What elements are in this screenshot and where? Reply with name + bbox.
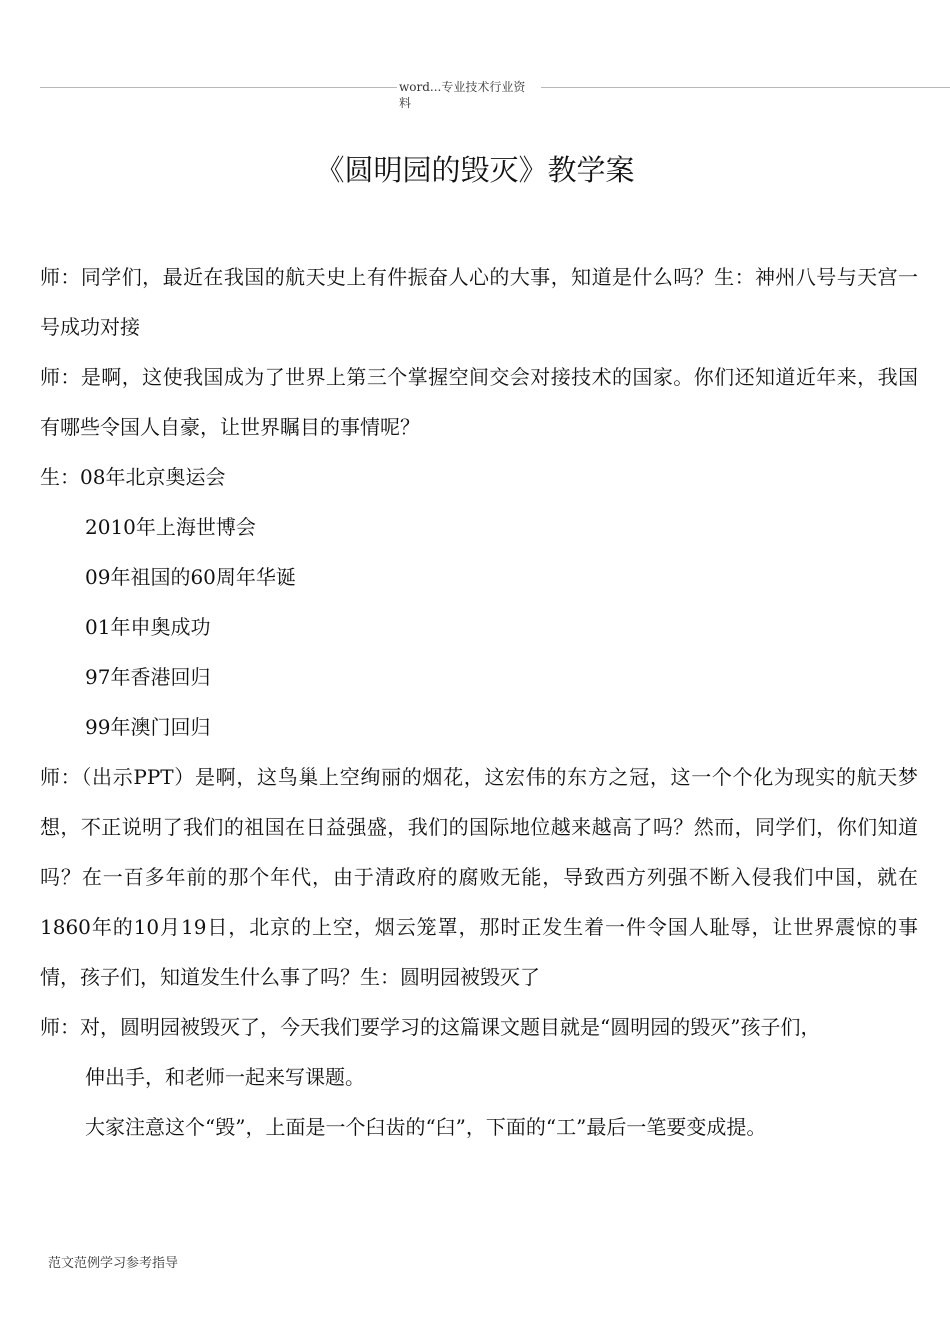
document-body bbox=[40, 252, 918, 1152]
body-paragraph: 2010年上海世博会 bbox=[85, 515, 256, 539]
body-paragraph: 师：对，圆明园被毁灭了，今天我们要学习的这篇课文题目就是“圆明园的毁灭”孩子们， bbox=[40, 1015, 821, 1039]
body-paragraph: 09年祖国的60周年华诞 bbox=[85, 565, 296, 589]
running-header-line-2: 料 bbox=[399, 96, 412, 110]
body-paragraph: 伸出手，和老师一起来写课题。 bbox=[85, 1065, 365, 1089]
body-paragraph: 99年澳门回归 bbox=[85, 715, 211, 739]
running-header bbox=[397, 79, 541, 111]
body-paragraph: 01年申奥成功 bbox=[85, 615, 211, 639]
body-paragraph: 97年香港回归 bbox=[85, 665, 211, 689]
body-paragraph: 大家注意这个“毁”，上面是一个臼齿的“臼”，下面的“工”最后一笔要变成提。 bbox=[85, 1115, 767, 1139]
body-paragraph: 师：同学们，最近在我国的航天史上有件振奋人心的大事，知道是什么吗？生：神州八号与天宫一号成功对接 bbox=[40, 265, 918, 339]
running-footer: 范文范例学习参考指导 bbox=[48, 1256, 179, 1271]
body-paragraph: 生：08年北京奥运会 bbox=[40, 465, 226, 489]
body-paragraph: 师：是啊，这使我国成为了世界上第三个掌握空间交会对接技术的国家。你们还知道近年来，我国有哪些令国人自豪，让世界瞩目的事情呢？ bbox=[40, 365, 918, 439]
running-header-line-1: word...专业技术行业资 bbox=[399, 80, 526, 94]
document-title: 《圆明园的毁灭》教学案 bbox=[315, 153, 635, 187]
body-paragraph: 师：（出示PPT）是啊，这鸟巢上空绚丽的烟花，这宏伟的东方之冠，这一个个化为现实的航天梦想，不正说明了我们的祖国在日益强盛，我们的国际地位越来越高了吗？然而，同学们，你们知道吗？在一百多年前的那个年代，由于清政府的腐败无能，导致西方列强不断入侵我们中国，就在1860年的10月19日，北京的上空，烟云笼罩，那时正发生着一件令国人耻辱，让世界震惊的事情，孩子们，知道发生什么事了吗？生：圆明园被毁灭了 bbox=[40, 765, 918, 989]
